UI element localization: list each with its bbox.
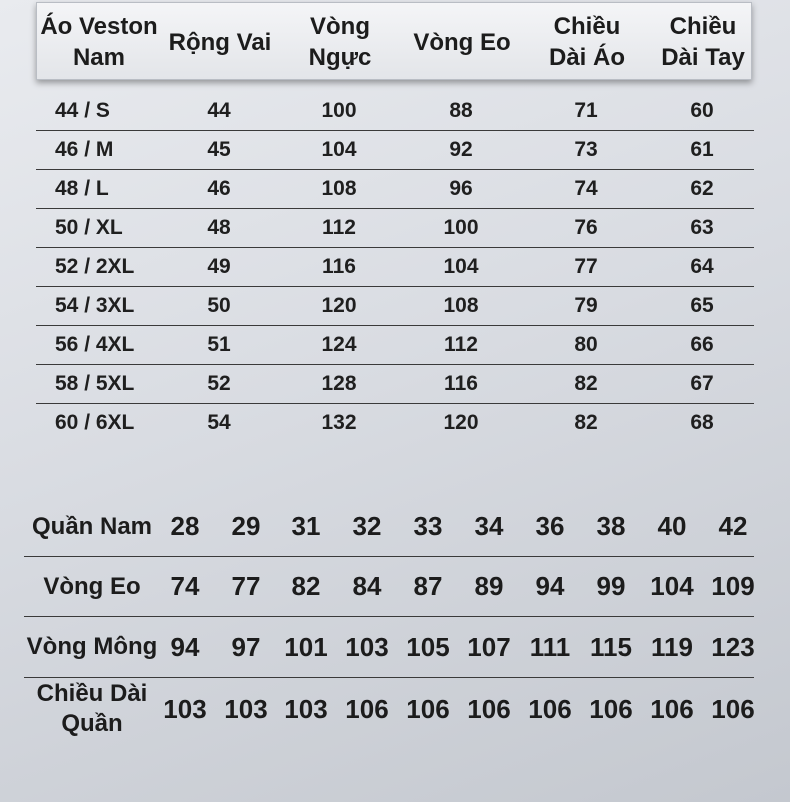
pants-value: 94 [535,571,565,601]
pants-value: 38 [596,511,626,541]
pants-value: 105 [406,631,450,662]
pants-value: 33 [413,511,443,541]
header-shoulder: Rộng Vai [168,28,272,56]
jacket-cell-waist: 108 [443,294,479,317]
jacket-cell-chest: 100 [321,99,357,122]
jacket-row [36,404,754,443]
pants-value: 103 [284,693,328,724]
pants-value: 82 [291,571,321,601]
jacket-cell-shoulder: 46 [207,177,231,200]
pants-row-label: Chiều Dài Quần [36,680,148,737]
jacket-cell-chest: 120 [321,294,357,317]
pants-value: 106 [589,693,633,724]
pants-value: 104 [650,571,694,601]
pants-value: 106 [711,693,755,724]
pants-value: 84 [352,571,382,601]
pants-value: 119 [651,631,693,662]
jacket-cell-size: 48 / L [55,177,109,200]
jacket-cell-sleeve: 63 [690,216,714,239]
jacket-cell-length: 77 [574,255,598,278]
jacket-row [36,365,754,404]
jacket-cell-sleeve: 66 [690,333,714,356]
jacket-cell-size: 44 / S [55,99,110,122]
jacket-row [36,326,754,365]
pants-row [24,557,754,617]
pants-row-label: Vòng Mông [26,633,158,660]
pants-value: 94 [170,631,200,662]
jacket-cell-length: 82 [574,411,598,434]
jacket-cell-sleeve: 62 [690,177,714,200]
pants-row [24,678,754,740]
jacket-cell-chest: 104 [321,138,357,161]
header-waist: Vòng Eo [413,28,511,56]
pants-value: 123 [711,631,755,662]
header-size: Áo Veston Nam [40,13,158,71]
jacket-cell-waist: 112 [444,333,478,356]
header-length: Chiều Dài Áo [548,13,625,71]
pants-value: 106 [528,693,572,724]
jacket-row [36,131,754,170]
jacket-cell-size: 50 / XL [55,216,123,239]
jacket-cell-length: 82 [574,372,598,395]
jacket-cell-chest: 116 [322,255,356,278]
jacket-cell-shoulder: 48 [207,216,231,239]
jacket-cell-shoulder: 44 [207,99,231,122]
pants-value: 42 [718,511,748,541]
jacket-cell-sleeve: 60 [690,99,714,122]
jacket-cell-waist: 88 [449,99,473,122]
jacket-table-header [36,2,752,80]
jacket-cell-sleeve: 67 [690,372,714,395]
header-chest: Vòng Ngực [308,13,372,71]
pants-value: 103 [224,693,268,724]
jacket-cell-length: 80 [574,333,598,356]
jacket-cell-length: 79 [574,294,598,317]
jacket-row [36,209,754,248]
pants-value: 28 [170,511,200,541]
jacket-cell-shoulder: 50 [207,294,231,317]
jacket-cell-size: 58 / 5XL [55,372,135,395]
pants-value: 31 [291,511,321,541]
pants-value: 77 [231,571,261,601]
pants-value: 89 [474,571,504,601]
jacket-cell-length: 76 [574,216,598,239]
pants-row-label: Vòng Eo [43,572,141,600]
jacket-cell-chest: 132 [321,411,357,434]
pants-value: 101 [284,631,328,662]
pants-value: 34 [474,511,504,541]
jacket-cell-shoulder: 45 [207,138,231,161]
pants-row [24,497,754,557]
pants-value: 29 [231,511,261,541]
pants-value: 103 [345,631,389,662]
header-sleeve: Chiều Dài Tay [661,13,745,71]
pants-value: 40 [657,511,687,541]
jacket-cell-length: 73 [574,138,598,161]
pants-value: 97 [231,631,261,662]
jacket-cell-chest: 124 [321,333,357,356]
jacket-cell-size: 60 / 6XL [55,411,135,434]
pants-value: 106 [650,693,694,724]
jacket-cell-sleeve: 65 [690,294,714,317]
pants-value: 107 [467,631,511,662]
pants-value: 106 [467,693,511,724]
pants-value: 109 [711,571,755,601]
jacket-row [36,92,754,131]
jacket-row [36,248,754,287]
jacket-cell-chest: 128 [321,372,357,395]
pants-value: 32 [352,511,382,541]
jacket-cell-sleeve: 61 [690,138,714,161]
pants-row-label: Quần Nam [31,512,153,540]
jacket-cell-waist: 96 [449,177,473,200]
jacket-cell-waist: 92 [449,138,473,161]
jacket-cell-size: 46 / M [55,138,114,161]
jacket-row [36,170,754,209]
jacket-cell-shoulder: 51 [207,333,231,356]
jacket-cell-waist: 104 [443,255,479,278]
pants-value: 106 [345,693,389,724]
jacket-cell-shoulder: 54 [207,411,231,434]
jacket-cell-sleeve: 64 [690,255,714,278]
jacket-cell-shoulder: 49 [207,255,231,278]
jacket-cell-chest: 112 [322,216,356,239]
pants-value: 115 [590,631,632,662]
jacket-cell-length: 71 [574,99,598,122]
jacket-cell-size: 54 / 3XL [55,294,135,317]
jacket-cell-length: 74 [574,177,598,200]
pants-value: 36 [535,511,565,541]
pants-row [24,617,754,678]
jacket-cell-waist: 120 [443,411,479,434]
jacket-cell-shoulder: 52 [207,372,231,395]
pants-value: 74 [170,571,200,601]
jacket-cell-sleeve: 68 [690,411,714,434]
jacket-row [36,287,754,326]
jacket-cell-waist: 100 [443,216,479,239]
pants-value: 111 [529,631,571,662]
pants-value: 99 [596,571,626,601]
jacket-cell-waist: 116 [444,372,478,395]
jacket-cell-chest: 108 [321,177,357,200]
pants-value: 106 [406,693,450,724]
pants-value: 87 [413,571,443,601]
jacket-cell-size: 52 / 2XL [55,255,135,278]
jacket-cell-size: 56 / 4XL [55,333,135,356]
pants-value: 103 [163,693,207,724]
